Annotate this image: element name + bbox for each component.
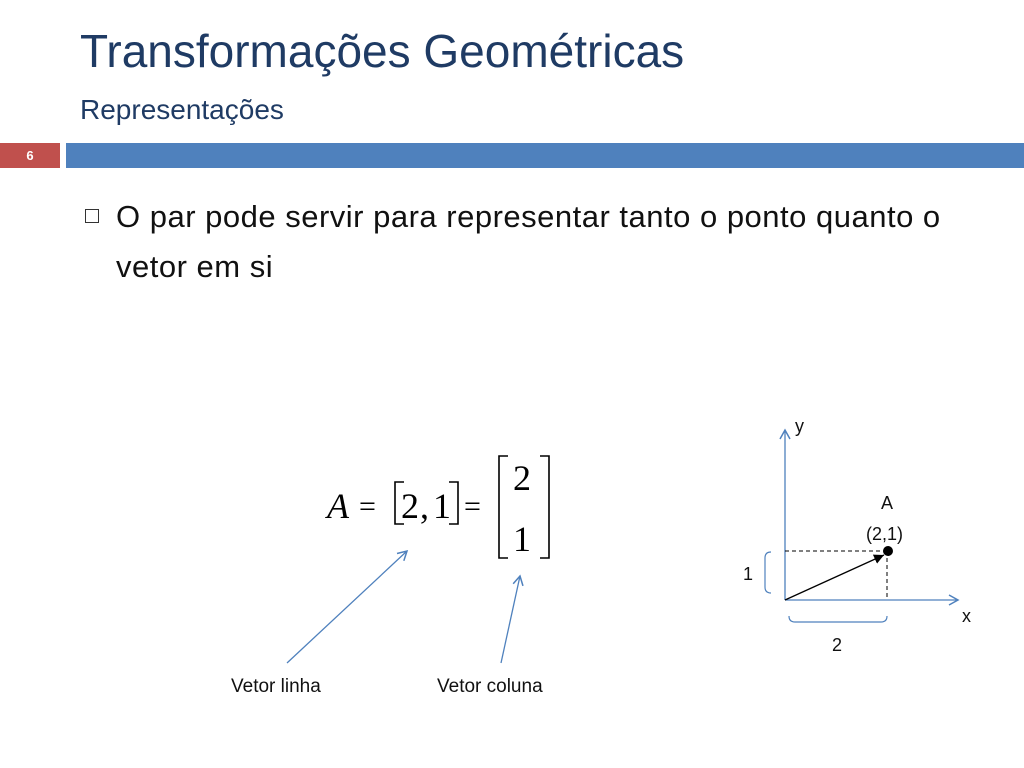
x-axis-label: x xyxy=(962,606,971,626)
row-vector-x: 2 xyxy=(401,486,419,526)
point-name: A xyxy=(881,493,894,513)
slide-subtitle: Representações xyxy=(80,94,284,125)
y-component-label: 1 xyxy=(743,564,754,584)
x-component-brace xyxy=(789,616,887,622)
slide-title: Transformações Geométricas xyxy=(80,25,685,77)
point-coords: (2,1) xyxy=(866,524,904,544)
y-component-brace xyxy=(765,552,771,593)
equation-equals-2: = xyxy=(464,490,481,523)
bullet-text: O par pode servir para representar tanto o ponto quanto o vetor em si xyxy=(116,199,941,284)
equation-lhs: A xyxy=(327,486,349,526)
column-vector-top: 2 xyxy=(513,458,531,498)
column-vector-label: Vetor coluna xyxy=(437,676,543,697)
equation xyxy=(325,456,549,559)
point-a xyxy=(883,546,893,556)
row-vector-y: 1 xyxy=(433,486,451,526)
row-vector-comma: , xyxy=(420,486,429,526)
column-vector-arrow xyxy=(501,576,520,663)
column-bracket-left xyxy=(499,456,508,558)
equation-equals-1: = xyxy=(359,490,376,523)
coordinate-graph xyxy=(743,416,971,655)
row-vector-arrow xyxy=(287,551,407,663)
row-vector-label: Vetor linha xyxy=(231,676,321,697)
column-bracket-right xyxy=(540,456,549,558)
slide-number: 6 xyxy=(0,143,60,168)
x-component-label: 2 xyxy=(832,635,843,655)
column-vector-bottom: 1 xyxy=(513,519,531,559)
y-axis-label: y xyxy=(795,416,804,436)
vector-arrow xyxy=(785,555,884,600)
